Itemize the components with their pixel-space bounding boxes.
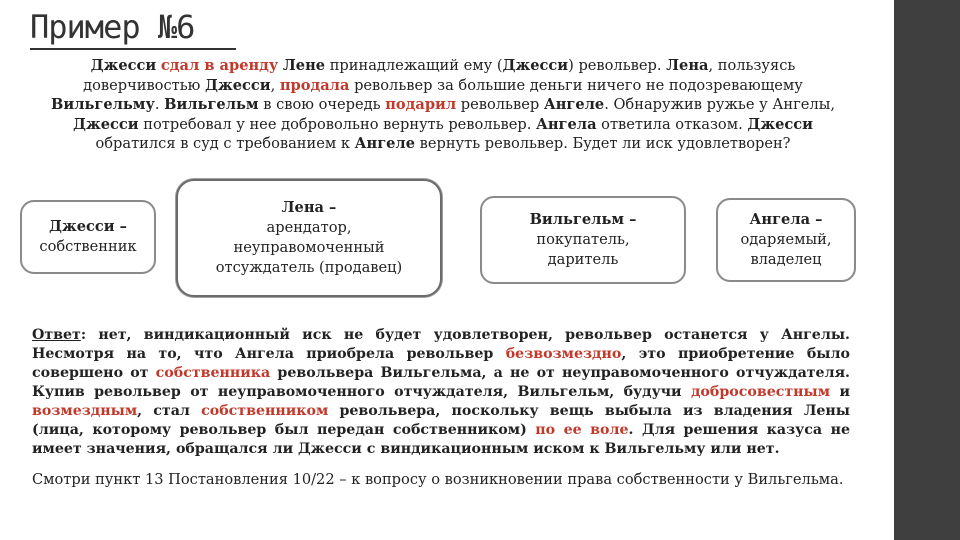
task-seg: револьвер (456, 96, 544, 114)
answer-seg: , это приобретение было совершено от (32, 346, 850, 381)
party-name: Джесси – (49, 218, 127, 235)
task-seg: в свою очередь (258, 96, 386, 114)
task-seg: Джесси (90, 57, 157, 74)
answer-seg: . Для решения казуса не имеет значения, обращался ли Джесси с виндикационным иском к Вильгельму или нет. (32, 422, 850, 457)
task-seg: Ангела (535, 115, 597, 133)
side-bar (888, 0, 960, 540)
answer-label: Ответ (32, 327, 81, 343)
answer-seg: и (830, 384, 850, 400)
task-seg: Вильгельм (164, 96, 259, 114)
party-name: Вильгельм – (529, 211, 637, 228)
task-seg: ) револьвер. (568, 57, 667, 74)
party-name: Ангела – (749, 211, 823, 228)
answer-seg: по ее воле (535, 422, 629, 438)
party-box-wilhelm (480, 196, 686, 284)
answer-seg: револьвера, поскольку вещь выбыла из владения Лены (лица, которому револьвер был передан собственником) (32, 403, 850, 438)
party-box-angela (716, 198, 856, 282)
answer-seg: безвозмездно (505, 346, 622, 362)
party-role: арендатор, неуправомоченный отсуждатель (продавец) (215, 219, 403, 276)
party-role: одаряемый, владелец (740, 231, 832, 268)
title-underline (30, 48, 236, 50)
reference-note: Смотри пункт 13 Постановления 10/22 – к вопросу о возникновении права собственности у Вильгельма. (32, 471, 844, 488)
task-seg: принадлежащий ему ( (325, 57, 503, 74)
side-bar-gap (888, 0, 894, 540)
task-seg: , (270, 76, 280, 94)
task-seg: Джесси (205, 76, 271, 94)
task-seg: Вильгельму (51, 96, 155, 114)
answer-seg: возмездным (32, 403, 138, 419)
task-seg: Джесси (73, 115, 139, 133)
answer-seg: : нет, виндикационный иск не будет удовлетворен, револьвер останется у Ангелы. Несмотря на то, что Ангела приобрела револьвер (32, 327, 850, 362)
task-seg: Лена (666, 57, 709, 74)
task-seg: Ангеле (354, 135, 415, 153)
task-seg: вернуть револьвер. Будет ли иск удовлетворен? (415, 135, 791, 153)
title-block (30, 8, 236, 50)
answer-seg: револьвера Вильгельма, а не от неуправомоченного отчуждателя. Купив револьвер от неуправомоченного отчуждателя, Вильгельм, будучи (32, 365, 850, 400)
answer-seg: собственником (201, 403, 329, 419)
task-seg: сдал в аренду (160, 57, 279, 74)
task-seg: Лене (282, 57, 326, 74)
answer-seg: собственника (155, 365, 271, 381)
party-box-jesse (20, 200, 156, 274)
task-seg: Ангеле (543, 96, 605, 114)
answer-text (32, 326, 850, 459)
task-seg: . Обнаружив ружье у Ангелы, (604, 96, 835, 114)
task-text (32, 56, 854, 154)
task-seg: ответила отказом. (596, 115, 748, 133)
answer-seg: добросовестным (690, 384, 831, 400)
party-box-lena (176, 179, 442, 297)
party-name: Лена – (281, 199, 337, 216)
answer-seg: , стал (137, 403, 202, 419)
task-seg: обратился в суд с требованием к (95, 135, 355, 153)
task-seg: револьвер за большие деньги ничего не подозревающему (349, 76, 803, 94)
party-role: собственник (39, 238, 137, 255)
task-seg: потребовал у нее добровольно вернуть револьвер. (138, 115, 536, 133)
slide-title: Пример №6 (30, 8, 195, 46)
task-seg: Джесси (747, 115, 813, 133)
task-seg: , пользуясь доверчивостью (83, 57, 796, 94)
party-role: покупатель, даритель (536, 231, 630, 268)
task-seg: . (154, 96, 165, 114)
task-seg: Джесси (502, 57, 569, 74)
task-seg: продала (279, 76, 350, 94)
task-seg: подарил (385, 96, 457, 114)
